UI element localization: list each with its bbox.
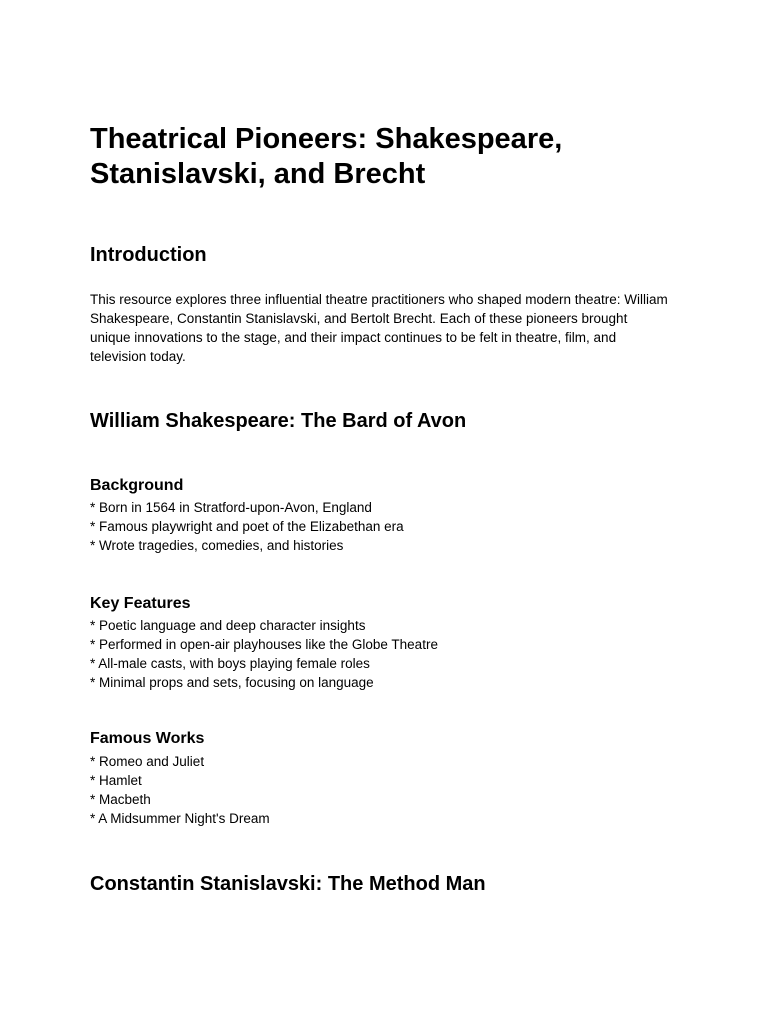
introduction-heading: Introduction — [90, 244, 207, 266]
background-heading: Background — [90, 477, 184, 494]
list-item: * Famous playwright and poet of the Elizabethan era — [90, 519, 404, 534]
document-page — [90, 0, 690, 1024]
list-item: * Romeo and Juliet — [90, 754, 205, 769]
introduction-text: This resource explores three influential theatre practitioners who shaped modern theatre: William Shakespeare, Constantin Stanislavski, and Bertolt Brecht. Each of these pioneers brought unique innovations to the stage, and their impact continues to be felt in theatre, film, and television today. — [90, 292, 668, 364]
stanislavski-heading: Constantin Stanislavski: The Method Man — [90, 873, 486, 895]
famous-works-list — [90, 752, 270, 828]
list-item: * Born in 1564 in Stratford-upon-Avon, England — [90, 500, 372, 515]
shakespeare-heading: William Shakespeare: The Bard of Avon — [90, 410, 467, 432]
list-item: * A Midsummer Night's Dream — [90, 811, 270, 826]
key-features-heading: Key Features — [90, 595, 191, 612]
list-item: * Macbeth — [90, 792, 151, 807]
list-item: * Hamlet — [90, 773, 142, 788]
list-item: * Performed in open-air playhouses like the Globe Theatre — [90, 637, 438, 652]
background-list — [90, 498, 404, 555]
famous-works-heading: Famous Works — [90, 730, 205, 747]
document-title: Theatrical Pioneers: Shakespeare, Stanislavski, and Brecht — [90, 123, 563, 190]
key-features-list — [90, 616, 438, 692]
list-item: * All-male casts, with boys playing female roles — [90, 656, 370, 671]
list-item: * Poetic language and deep character insights — [90, 618, 366, 633]
list-item: * Wrote tragedies, comedies, and histories — [90, 538, 344, 553]
list-item: * Minimal props and sets, focusing on language — [90, 675, 374, 690]
